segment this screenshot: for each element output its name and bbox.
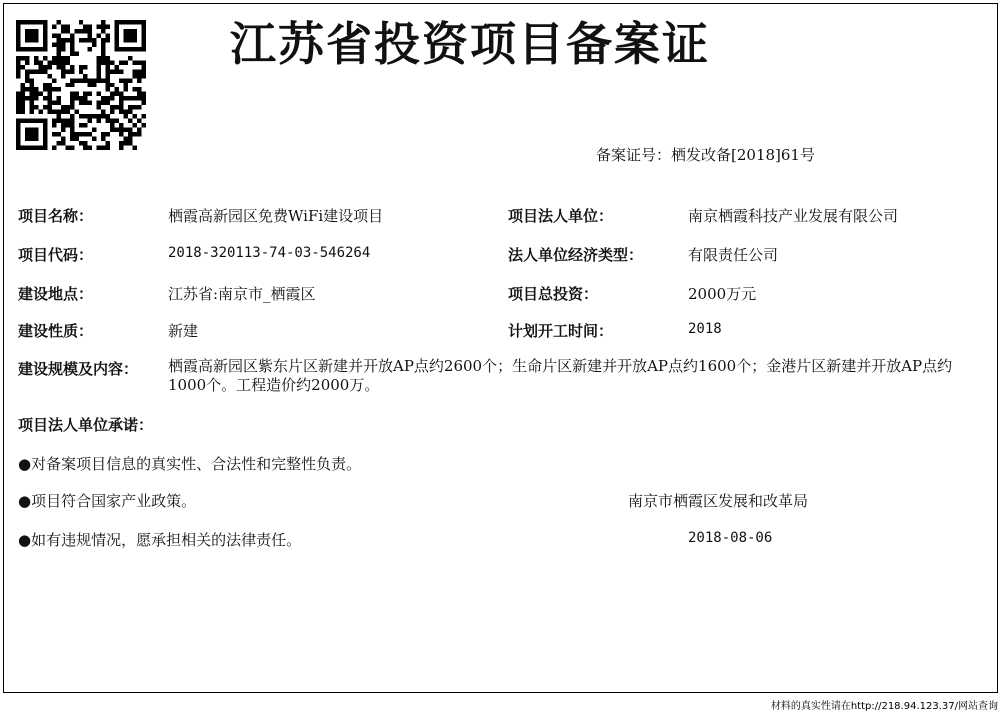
scale-content-value: 栖霞高新园区紫东片区新建并开放AP点约2600个；生命片区新建并开放AP点约1600个；金港片区新建并开放AP点约1000个。工程造价约2000万。 — [168, 357, 953, 394]
planned-start-label: 计划开工时间： — [508, 322, 614, 340]
document-title: 江苏省投资项目备案证 — [230, 17, 710, 71]
total-investment-value: 2000万元 — [688, 285, 757, 303]
total-investment-label: 项目总投资： — [508, 285, 599, 303]
project-code-value: 2018-320113-74-03-546264 — [168, 245, 371, 261]
pledge-item: ●如有违规情况，愿承担相关的法律责任。 — [18, 531, 302, 549]
pledge-item: ●对备案项目信息的真实性、合法性和完整性负责。 — [18, 455, 362, 473]
location-value: 江苏省:南京市_栖霞区 — [168, 285, 316, 303]
issuing-authority: 南京市栖霞区发展和改革局 — [628, 492, 809, 510]
legal-unit-value: 南京栖霞科技产业发展有限公司 — [688, 207, 899, 225]
project-name-value: 栖霞高新园区免费WiFi建设项目 — [168, 207, 384, 225]
planned-start-value: 2018 — [688, 321, 722, 337]
economic-type-value: 有限责任公司 — [688, 246, 779, 264]
qr-code-image — [16, 20, 146, 150]
certificate-frame — [3, 3, 998, 693]
verification-footer-note: 材料的真实性请在http://218.94.123.37/网站查询 — [770, 701, 998, 712]
scale-content-label: 建设规模及内容： — [18, 360, 139, 378]
pledge-heading: 项目法人单位承诺： — [18, 416, 154, 434]
certificate-number: 备案证号：栖发改备[2018]61号 — [596, 146, 815, 164]
construction-nature-label: 建设性质： — [18, 322, 94, 340]
project-code-label: 项目代码： — [18, 246, 94, 264]
economic-type-label: 法人单位经济类型： — [508, 246, 644, 264]
construction-nature-value: 新建 — [168, 322, 199, 340]
pledge-item: ●项目符合国家产业政策。 — [18, 492, 197, 510]
project-name-label: 项目名称： — [18, 207, 94, 225]
legal-unit-label: 项目法人单位： — [508, 207, 614, 225]
location-label: 建设地点： — [18, 285, 94, 303]
issue-date: 2018-08-06 — [688, 530, 773, 546]
